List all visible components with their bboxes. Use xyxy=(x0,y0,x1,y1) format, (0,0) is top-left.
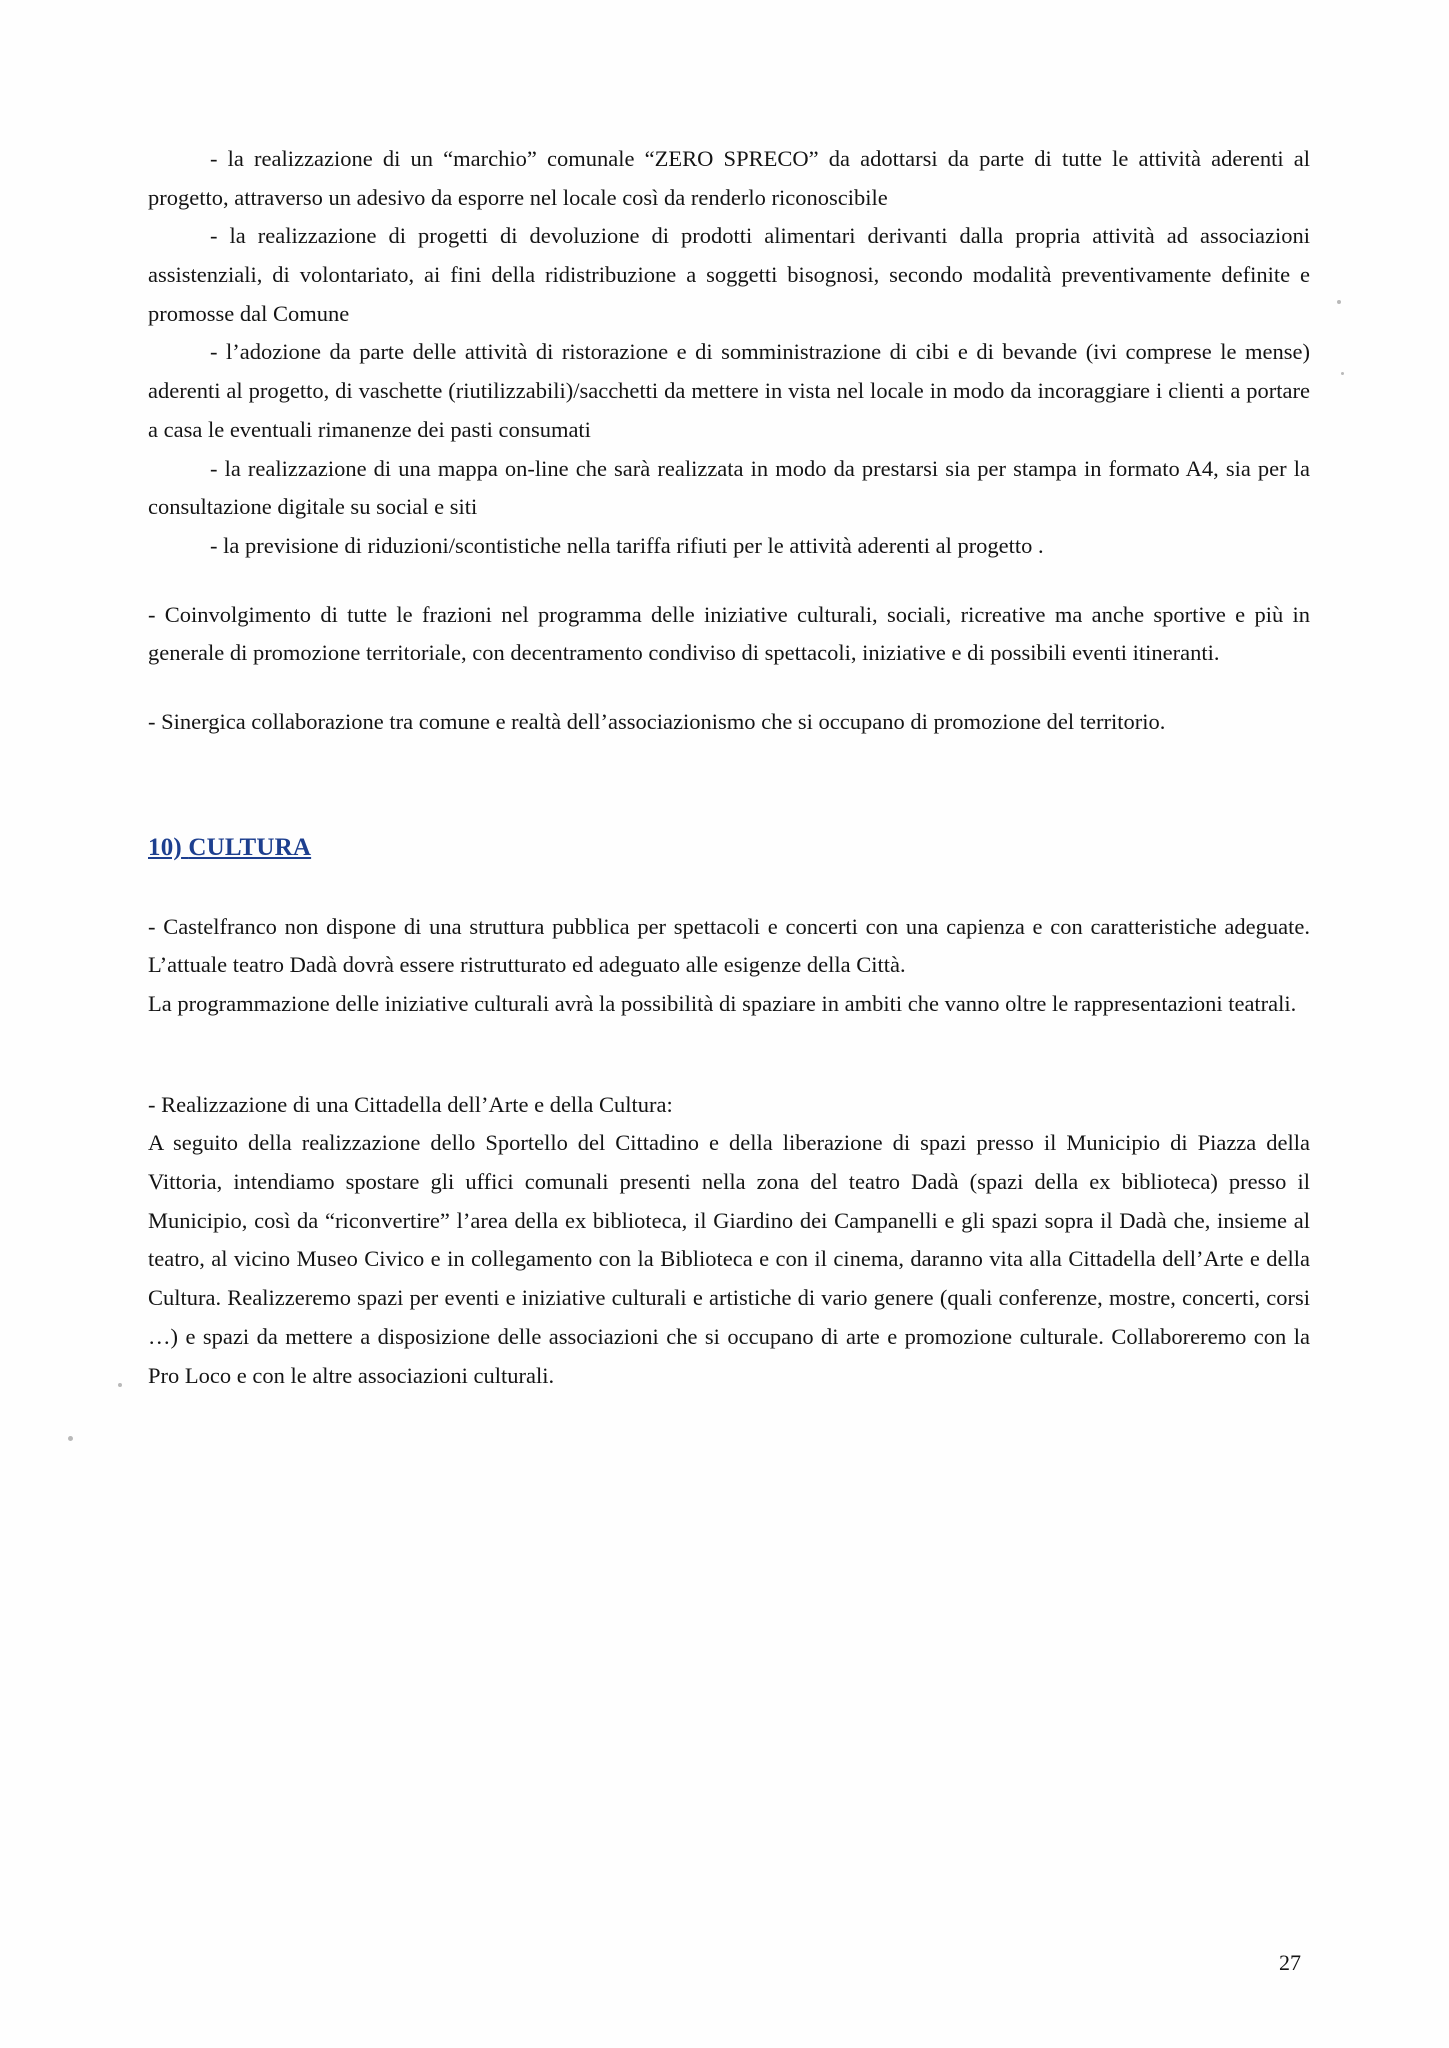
paragraph-cittadella-body: A seguito della realizzazione dello Sportello del Cittadino e della liberazione di spazi presso il Municipio di Piazza della Vittoria, intendiamo spostare gli uffici comunali presenti nella zona del teatro Dadà (spazi della ex biblioteca) presso il Municipio, così da “riconvertire” l’area della ex biblioteca, il Giardino dei Campanelli e gli spazi sopra il Dadà che, insieme al teatro, al vicino Museo Civico e in collegamento con la Biblioteca e con il cinema, daranno vita alla Cittadella dell’Arte e della Cultura. Realizzeremo spazi per eventi e iniziative culturali e artistiche di vario genere (quali conferenze, mostre, concerti, corsi …) e spazi da mettere a disposizione delle associazioni che si occupano di arte e promozione culturale. Collaboreremo con la Pro Loco e con le altre associazioni culturali. xyxy=(148,1130,1310,1388)
paragraph-coinvolgimento: - Coinvolgimento di tutte le frazioni nel programma delle iniziative culturali, sociali, ricreative ma anche sportive e più in generale di promozione territoriale, con decentramento condiviso di spettacoli, iniziative e di possibili eventi itineranti. xyxy=(148,601,1310,666)
spacer xyxy=(148,566,1310,596)
spacer xyxy=(148,1024,1310,1086)
paragraph-bullet-marchio: - la realizzazione di un “marchio” comunale “ZERO SPRECO” da adottarsi da parte di tutte le attività aderenti al progetto, attraverso un adesivo da esporre nel locale così da renderlo riconoscibile xyxy=(148,146,1310,210)
scan-artifact-speck xyxy=(68,1436,73,1441)
page-content xyxy=(148,140,1310,1395)
spacer xyxy=(148,742,1310,804)
paragraph-sinergica: - Sinergica collaborazione tra comune e realtà dell’associazionismo che si occupano di promozione del territorio. xyxy=(148,708,1166,734)
section-heading-cultura xyxy=(148,834,1310,862)
section-number: 10) xyxy=(148,833,182,861)
paragraph-bullet-devoluzione: - la realizzazione di progetti di devoluzione di prodotti alimentari derivanti dalla propria attività ad associazioni assistenziali, di volontariato, ai fini della ridistribuzione a soggetti bisognosi, secondo modalità preventivamente definite e promosse dal Comune xyxy=(148,223,1310,326)
scan-artifact-speck xyxy=(1337,300,1341,304)
scan-artifact-speck xyxy=(118,1383,122,1387)
paragraph-bullet-adozione: - l’adozione da parte delle attività di ristorazione e di somministrazione di cibi e di bevande (ivi comprese le mense) aderenti al progetto, di vaschette (riutilizzabili)/sacchetti da mettere in vista nel locale in modo da incoraggiare i clienti a portare a casa le eventuali rimanenze dei pasti consumati xyxy=(148,339,1310,442)
section-title: CULTURA xyxy=(188,833,312,861)
page-number: 27 xyxy=(1279,1950,1301,1975)
spacer xyxy=(148,804,1310,834)
scan-artifact-speck xyxy=(1341,372,1344,375)
spacer xyxy=(148,862,1310,908)
paragraph-programmazione: La programmazione delle iniziative culturali avrà la possibilità di spaziare in ambiti che vanno oltre le rappresentazioni teatrali. xyxy=(148,991,1297,1016)
paragraph-bullet-mappa: - la realizzazione di una mappa on-line che sarà realizzata in modo da prestarsi sia per stampa in formato A4, sia per la consultazione digitale su social e siti xyxy=(148,455,1310,520)
paragraph-castelfranco-teatro: - Castelfranco non dispone di una struttura pubblica per spettacoli e concerti con una capienza e con caratteristiche adeguate. L’attuale teatro Dadà dovrà essere ristrutturato ed adeguato alle esigenze della Città. xyxy=(148,913,1310,978)
paragraph-cittadella-title: - Realizzazione di una Cittadella dell’Arte e della Cultura: xyxy=(148,1091,673,1117)
spacer xyxy=(148,673,1310,703)
paragraph-bullet-riduzioni: - la previsione di riduzioni/scontistiche nella tariffa rifiuti per le attività aderenti al progetto . xyxy=(210,532,1044,558)
